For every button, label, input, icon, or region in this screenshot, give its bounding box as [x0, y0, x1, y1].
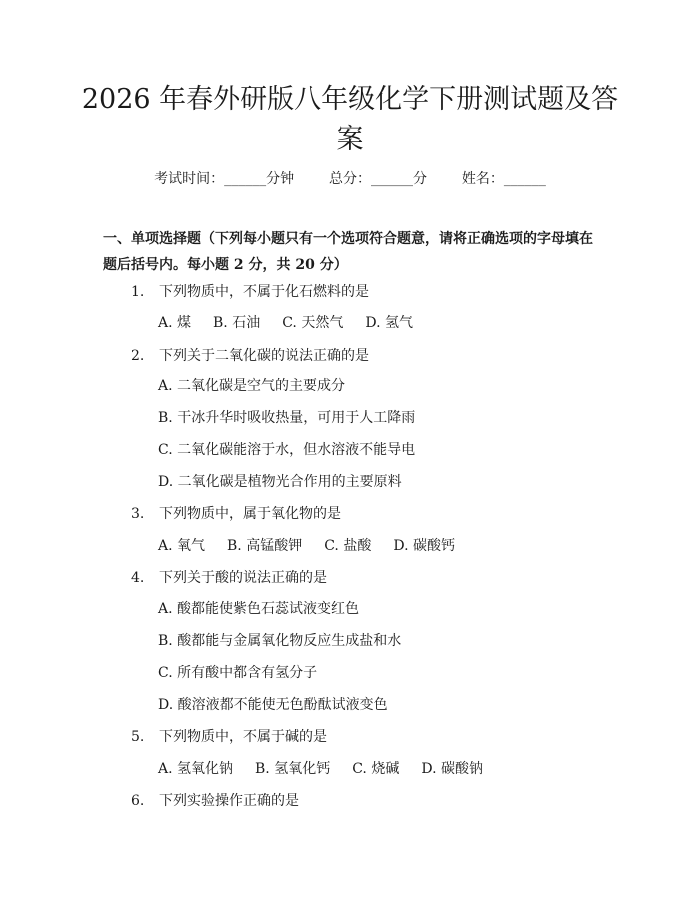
option-a: A. 煤: [158, 315, 192, 331]
question-number: 6.: [131, 793, 145, 809]
option-d: D. 碳酸钠: [421, 761, 483, 777]
page-title-line2: 案: [336, 124, 364, 155]
question-number: 2.: [131, 348, 145, 364]
option-c: C. 所有酸中都含有氢分子: [158, 665, 318, 681]
question-stem: 下列物质中，不属于碱的是: [159, 729, 327, 745]
question-4: [131, 568, 327, 588]
total-score-field: 总分：______分: [329, 171, 427, 187]
option-b: B. 干冰升华时吸收热量，可用于人工降雨: [158, 410, 416, 426]
option-c: C. 烧碱: [352, 761, 400, 777]
question-stem: 下列实验操作正确的是: [159, 793, 299, 809]
student-name-field: 姓名：______: [461, 171, 546, 187]
exam-time-field: 考试时间：______分钟: [154, 171, 295, 187]
question-2: [131, 346, 369, 366]
question-3: [131, 504, 341, 524]
option-b: B. 高锰酸钾: [227, 538, 303, 554]
page-title-line1: 2026 年春外研版八年级化学下册测试题及答: [81, 84, 619, 115]
option-c: C. 盐酸: [324, 538, 372, 554]
option-a: A. 二氧化碳是空气的主要成分: [158, 378, 346, 394]
section-heading-line2: 题后括号内。每小题 2 分，共 20 分）: [103, 257, 348, 273]
question-5-options: [158, 759, 505, 779]
option-a: A. 氢氧化钠: [158, 761, 234, 777]
option-a: A. 酸都能使紫色石蕊试液变红色: [158, 601, 360, 617]
question-stem: 下列关于二氧化碳的说法正确的是: [159, 348, 369, 364]
section-heading: [103, 226, 603, 278]
option-c: C. 二氧化碳能溶于水，但水溶液不能导电: [158, 442, 416, 458]
question-6: [131, 791, 299, 811]
question-stem: 下列关于酸的说法正确的是: [159, 570, 327, 586]
question-1: [131, 282, 369, 302]
option-b: B. 酸都能与金属氧化物反应生成盐和水: [158, 633, 402, 649]
question-number: 1.: [131, 284, 145, 300]
option-d: D. 二氧化碳是植物光合作用的主要原料: [158, 474, 402, 490]
option-b: B. 石油: [213, 315, 261, 331]
question-stem: 下列物质中，属于氧化物的是: [159, 506, 341, 522]
exam-info-row: [0, 168, 700, 188]
option-b: B. 氢氧化钙: [255, 761, 331, 777]
section-heading-line1: 一、单项选择题（下列每小题只有一个选项符合题意，请将正确选项的字母填在: [103, 231, 593, 247]
question-5: [131, 727, 327, 747]
question-3-options: [158, 536, 477, 556]
question-stem: 下列物质中，不属于化石燃料的是: [159, 284, 369, 300]
question-1-options: [158, 313, 435, 333]
option-d: D. 酸溶液都不能使无色酚酞试液变色: [158, 697, 388, 713]
question-number: 5.: [131, 729, 145, 745]
question-number: 3.: [131, 506, 145, 522]
option-a: A. 氧气: [158, 538, 206, 554]
question-number: 4.: [131, 570, 145, 586]
option-d: D. 氢气: [365, 315, 413, 331]
option-c: C. 天然气: [282, 315, 344, 331]
option-d: D. 碳酸钙: [393, 538, 455, 554]
